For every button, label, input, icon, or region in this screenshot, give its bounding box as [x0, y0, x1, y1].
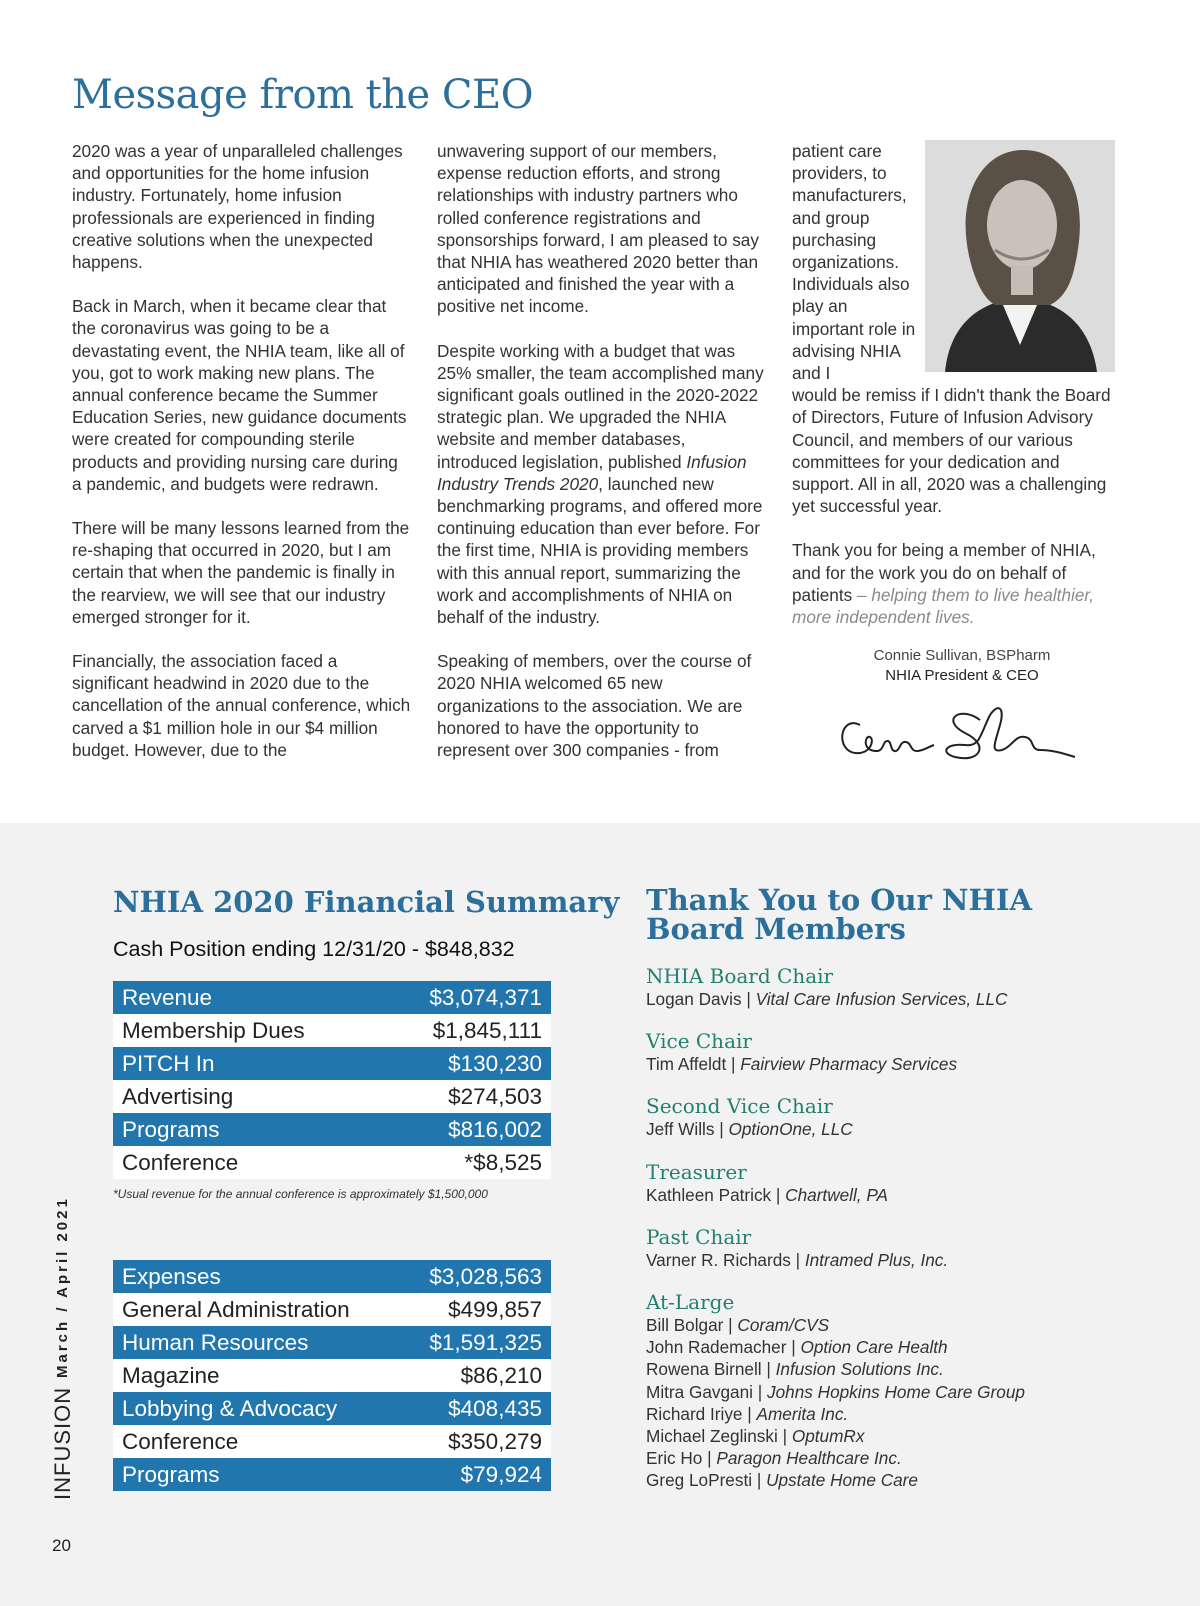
table-row: Programs $816,002 — [113, 1113, 551, 1146]
revenue-footnote: *Usual revenue for the annual conference is approximately $1,500,000 — [113, 1187, 488, 1201]
board-member: Richard Iriye | Amerita Inc. — [646, 1403, 849, 1424]
paragraph: Speaking of members, over the course of 2020 NHIA welcomed 65 new organizations to the association. We are honored to have the opportunity to represent over 300 companies - from — [437, 651, 752, 761]
table-row: Lobbying & Advocacy $408,435 — [113, 1392, 551, 1425]
board-role-heading: NHIA Board Chair — [646, 964, 834, 988]
board-member: Bill Bolgar | Coram/CVS — [646, 1315, 830, 1336]
paragraph-wrap: patient care providers, to manufacturers, and group purchasing organizations. Individuals also play an important role in advising NHIA and I — [792, 141, 916, 384]
board-member: John Rademacher | Option Care Health — [646, 1337, 948, 1358]
publication-title: Infusion Industry Trends 2020 — [437, 451, 747, 494]
table-row: General Administration $499,857 — [113, 1293, 551, 1326]
table-row: Conference $350,279 — [113, 1425, 551, 1458]
board-group — [646, 1094, 1166, 1140]
issue-date: March / April 2021 — [54, 1196, 71, 1378]
table-row: Conference *$8,525 — [113, 1146, 551, 1179]
paragraph: unwavering support of our members, expense reduction efforts, and strong relationships with industry partners who rolled conference registrations and sponsorships forward, I am pleased to say that NHIA has weathered 2020 better than anticipated and finished the year with a positive net income. — [437, 141, 759, 317]
paragraph: would be remiss if I didn't thank the Board of Directors, Future of Infusion Advisory Council, and members of our various committees for your dedication and support. All in all, 2020 was a challenging yet successful year. — [792, 385, 1111, 517]
table-row: Advertising $274,503 — [113, 1080, 551, 1113]
board-group — [646, 1160, 1166, 1206]
table-row: Expenses $3,028,563 — [113, 1260, 551, 1293]
board-title: Thank You to Our NHIA Board Members — [646, 883, 1032, 946]
paragraph: Financially, the association faced a significant headwind in 2020 due to the cancellation of the annual conference, which carved a $1 million hole in our $4 million budget. However, due to the — [72, 651, 411, 760]
paragraph: Despite working with a budget that was 25% smaller, the team accomplished many significant goals outlined in the 2020-2022 strategic plan. We upgraded the NHIA website and member databases, introduced legislation, published Infusion Industry Trends 2020, launched new benchmarking programs, and offered more continuing education than ever before. For the first time, NHIA is providing members with this annual report, summarizing the work and accomplishments of NHIA on behalf of the industry. — [437, 340, 764, 628]
board-member: Tim Affeldt | Fairview Pharmacy Services — [646, 1054, 958, 1075]
ceo-column-2 — [437, 140, 767, 783]
board-member: Michael Zeglinski | OptumRx — [646, 1426, 865, 1447]
board-member: Mitra Gavgani | Johns Hopkins Home Care Group — [646, 1381, 1025, 1402]
board-member: Kathleen Patrick | Chartwell, PA — [646, 1184, 889, 1205]
board-group — [646, 1290, 1166, 1492]
table-row: Magazine $86,210 — [113, 1359, 551, 1392]
signatory-title: NHIA President & CEO — [885, 667, 1039, 684]
table-row: Revenue $3,074,371 — [113, 981, 551, 1014]
handwritten-signature — [830, 695, 1090, 775]
board-role-heading: Second Vice Chair — [646, 1094, 833, 1119]
board-member: Logan Davis | Vital Care Infusion Services, LLC — [646, 989, 1008, 1009]
paragraph: There will be many lessons learned from the re-shaping that occurred in 2020, but I am certain that when the pandemic is finally in the rearview, we will see that our industry emerged stronger for it. — [72, 518, 410, 627]
board-member: Jeff Wills | OptionOne, LLC — [646, 1119, 853, 1140]
board-role-heading: Treasurer — [646, 1159, 747, 1184]
magazine-logo: INFUSION — [50, 1386, 75, 1500]
expenses-table — [113, 1260, 551, 1491]
page-title: Message from the CEO — [72, 72, 533, 118]
page-number: 20 — [52, 1536, 71, 1555]
board-group — [646, 964, 1166, 1010]
table-row: Human Resources $1,591,325 — [113, 1326, 551, 1359]
board-role-heading: Past Chair — [646, 1224, 752, 1249]
board-role-heading: At-Large — [646, 1290, 735, 1315]
paragraph: Thank you for being a member of NHIA, and for the work you do on behalf of patients – helping them to live healthier, more independent lives. — [792, 540, 1096, 628]
table-row: PITCH In $130,230 — [113, 1047, 551, 1080]
board-member: Rowena Birnell | Infusion Solutions Inc. — [646, 1359, 944, 1380]
ceo-portrait-photo — [925, 140, 1115, 372]
paragraph: 2020 was a year of unparalleled challenges and opportunities for the home infusion industry. Fortunately, home infusion professionals are experienced in finding creative solutions when the unexpected happens. — [72, 141, 403, 273]
board-members-list — [646, 964, 1166, 1511]
table-row: Membership Dues $1,845,111 — [113, 1014, 551, 1047]
board-group — [646, 1225, 1166, 1271]
revenue-table — [113, 981, 551, 1179]
board-member: Varner R. Richards | Intramed Plus, Inc. — [646, 1249, 949, 1270]
board-member: Eric Ho | Paragon Healthcare Inc. — [646, 1448, 902, 1469]
board-member: Greg LoPresti | Upstate Home Care — [646, 1470, 918, 1491]
financial-summary-title: NHIA 2020 Financial Summary — [113, 885, 620, 919]
ceo-column-1 — [72, 140, 412, 783]
table-row: Programs $79,924 — [113, 1458, 551, 1491]
board-role-heading: Vice Chair — [646, 1029, 752, 1054]
paragraph: Back in March, when it became clear that the coronavirus was going to be a devastating event, the NHIA team, like all of you, got to work making new plans. The annual conference became the Summer Education Series, new guidance documents were created for compounding sterile products and providing nursing care during a pandemic, and budgets were redrawn. — [72, 296, 407, 494]
signatory-name: Connie Sullivan, BSPharm — [873, 647, 1051, 664]
cash-position: Cash Position ending 12/31/20 - $848,832 — [113, 937, 515, 961]
board-group — [646, 1029, 1166, 1075]
